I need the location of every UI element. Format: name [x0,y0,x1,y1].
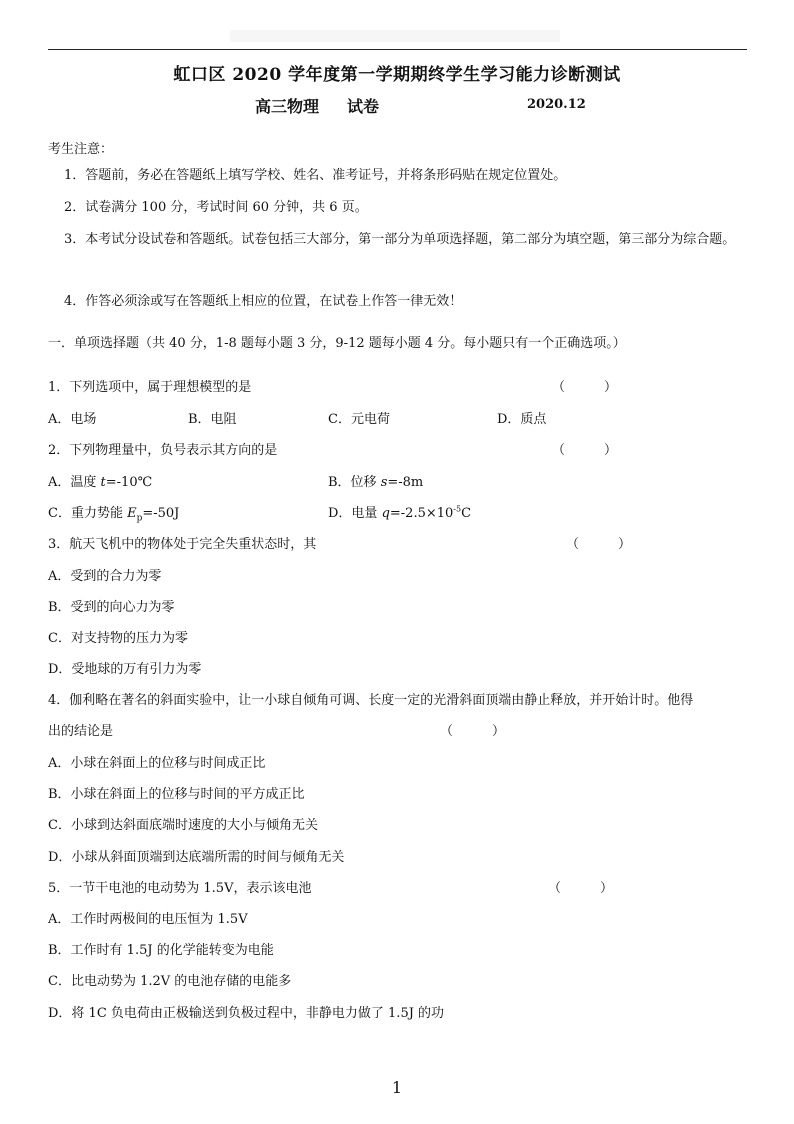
question-2-option-a: A．温度 t=-10℃ [48,475,153,490]
question-1-answer-blank: （ ） [552,380,618,395]
question-4-option-c: C．小球到达斜面底端时速度的大小与倾角无关 [48,818,318,833]
note-item-1: 1．答题前，务必在答题纸上填写学校、姓名、准考证号，并将条形码贴在规定位置处。 [64,168,567,183]
question-2-stem: 2．下列物理量中，负号表示其方向的是 [48,443,278,458]
question-5-option-a: A．工作时两极间的电压恒为 1.5V [48,912,248,927]
question-5-answer-blank: （ ） [548,881,614,896]
question-3-option-b: B．受到的向心力为零 [48,600,175,615]
question-3-option-a: A．受到的合力为零 [48,569,162,584]
subject-label: 高三物理 [255,97,320,116]
question-4-option-a: A．小球在斜面上的位移与时间成正比 [48,756,266,771]
notes-heading: 考生注意： [48,142,114,157]
question-4-option-b: B．小球在斜面上的位移与时间的平方成正比 [48,787,305,802]
note-item-2: 2．试卷满分 100 分，考试时间 60 分钟，共 6 页。 [64,200,368,215]
question-5-stem: 5．一节干电池的电动势为 1.5V，表示该电池 [48,881,312,896]
exam-date: 2020.12 [527,97,586,112]
note-item-3: 3．本考试分设试卷和答题纸。试卷包括三大部分，第一部分为单项选择题，第二部分为填空题，第三部分为综合题。 [64,232,736,247]
header-rule [48,49,747,50]
question-1-option-a: A．电场 [48,412,97,427]
exam-subtitle [0,94,794,118]
paper-label: 试卷 [347,97,380,116]
section-heading: 一．单项选择题（共 40 分，1-8 题每小题 3 分，9-12 题每小题 4 分。每小题只有一个正确选项。） [48,336,626,351]
question-3-option-c: C．对支持物的压力为零 [48,631,188,646]
note-item-4: 4．作答必须涂或写在答题纸上相应的位置，在试卷上作答一律无效！ [64,294,463,309]
question-4-stem-line-2: 出的结论是 [48,724,114,739]
question-5-option-b: B．工作时有 1.5J 的化学能转变为电能 [48,943,274,958]
question-1-option-d: D．质点 [497,412,547,427]
question-3-option-d: D．受地球的万有引力为零 [48,662,202,677]
question-2-option-b: B．位移 s=-8m [328,475,424,490]
question-2-option-d: D．电量 $q=-2.5\times 10^{-5}C$ [328,504,472,521]
question-1-option-b: B．电阻 [188,412,237,427]
scan-artifact [230,30,560,42]
question-4-stem-line-1: 4．伽利略在著名的斜面实验中，让一小球自倾角可调、长度一定的光滑斜面顶端由静止释放，并开始计时。他得 [48,693,694,708]
question-5-option-c: C．比电动势为 1.2V 的电池存储的电能多 [48,974,292,989]
question-3-answer-blank: （ ） [566,537,632,552]
exam-title: 虹口区 2020 学年度第一学期期终学生学习能力诊断测试 [173,65,621,85]
page-number: 1 [391,1078,403,1097]
question-1-stem: 1．下列选项中，属于理想模型的是 [48,380,252,395]
question-5-option-d: D．将 1C 负电荷由正极输送到负极过程中，非静电力做了 1.5J 的功 [48,1006,445,1021]
question-4-option-d: D．小球从斜面顶端到达底端所需的时间与倾角无关 [48,850,345,865]
question-3-stem: 3．航天飞机中的物体处于完全失重状态时，其 [48,537,317,552]
question-4-answer-blank: （ ） [440,724,506,739]
subtitle-main [255,94,379,117]
question-2-answer-blank: （ ） [552,443,618,458]
question-1-option-c: C．元电荷 [328,412,390,427]
question-2-option-c: C．重力势能 $E_p=-50J$ [48,506,180,524]
